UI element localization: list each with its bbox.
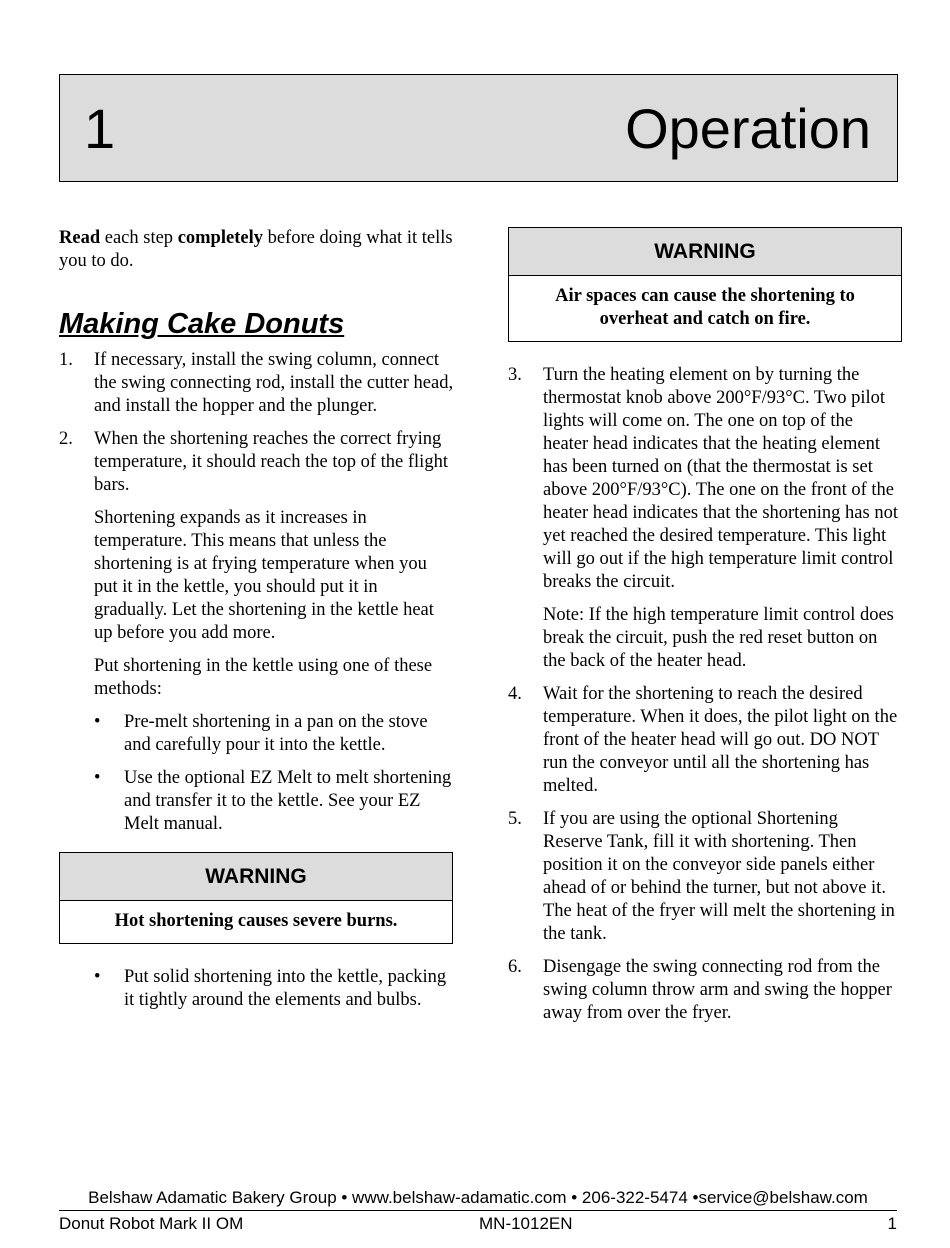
step-text: When the shortening reaches the correct frying temperature, it should reach the top of the flight bars.: [94, 429, 448, 495]
list-item: [94, 966, 454, 1012]
footer-contact: Belshaw Adamatic Bakery Group • www.belshaw-adamatic.com • 206-322-5474 •service@belshaw.com: [59, 1188, 897, 1211]
step-number: 1.: [59, 350, 73, 370]
steps-list-right: [508, 364, 902, 1025]
step-text: Disengage the swing connecting rod from the swing column throw arm and swing the hopper away from over the fryer.: [543, 957, 892, 1023]
footer-model: Donut Robot Mark II OM: [59, 1214, 244, 1233]
step-number: 5.: [508, 809, 522, 829]
step-1: [59, 349, 454, 418]
section-title: Making Cake Donuts: [59, 308, 345, 340]
warning-box-burns: [59, 852, 453, 944]
chapter-number: 1: [84, 97, 116, 160]
list-item: [94, 767, 454, 836]
step-number: 3.: [508, 365, 522, 385]
intro-completely: completely: [177, 228, 263, 248]
methods-list: [94, 711, 454, 836]
bullet-text: Pre-melt shortening in a pan on the stove and carefully pour it into the kettle.: [124, 712, 428, 755]
step-paragraph: Put shortening in the kettle using one of these methods:: [94, 656, 433, 699]
step-text: If you are using the optional Shortening Reserve Tank, fill it with shortening. Then position it on the conveyor side panels either ahead of or behind the turner, but not above it. The heat of the fryer will melt the shortening in the tank.: [543, 809, 895, 944]
step-2: [59, 428, 454, 836]
bullet-text: Use the optional EZ Melt to melt shortening and transfer it to the kettle. See your EZ Melt manual.: [124, 768, 452, 834]
step-text: If necessary, install the swing column, connect the swing connecting rod, install the cutter head, and install the hopper and the plunger.: [94, 350, 454, 416]
step-number: 6.: [508, 957, 522, 977]
chapter-title: Operation: [625, 97, 871, 160]
step-6: [508, 956, 902, 1025]
step-paragraph: Shortening expands as it increases in temperature. This means that unless the shortening is at frying temperature when you put it in the kettle, you should put it in gradually. Let the shortening in the kettle heat up before you add more.: [94, 508, 434, 643]
intro-read: Read: [59, 228, 101, 248]
list-item: [94, 711, 454, 757]
intro-mid: each step: [100, 228, 178, 248]
footer-doc-number: MN-1012EN: [479, 1214, 573, 1233]
step-number: 2.: [59, 429, 73, 449]
warning-text: Hot shortening causes severe burns.: [114, 911, 398, 931]
chapter-header: [59, 74, 898, 182]
step-text: Turn the heating element on by turning the thermostat knob above 200°F/93°C. Two pilot lights will come on. The one on top of the heater head indicates that the heating element has been turned on (that the thermostat is set above 200°F/93°C). The one on the front of the heater head indicates that the shortening has not yet reached the desired temperature. This light will go out if the high temperature limit control breaks the circuit.: [543, 365, 898, 592]
step-3: [508, 364, 902, 673]
step-note: Note: If the high temperature limit control does break the circuit, push the red reset button on the back of the heater head.: [543, 605, 894, 671]
right-column: [508, 227, 902, 1035]
bullet-icon: •: [94, 768, 101, 788]
warning-box-fire: [508, 227, 902, 342]
step-4: [508, 683, 902, 798]
step-number: 4.: [508, 684, 522, 704]
step-5: [508, 808, 902, 946]
intro-rest: before doing what it tells you to do.: [59, 228, 453, 271]
bullet-text: Put solid shortening into the kettle, packing it tightly around the elements and bulbs.: [124, 967, 447, 1010]
warning-title: WARNING: [60, 853, 452, 901]
warning-text: Air spaces can cause the shortening to overheat and catch on fire.: [555, 286, 855, 329]
bullet-icon: •: [94, 967, 101, 987]
bullet-icon: •: [94, 712, 101, 732]
left-column: [59, 227, 454, 1022]
warning-title: WARNING: [509, 228, 901, 276]
intro-paragraph: [59, 227, 454, 273]
page-number: 1: [887, 1214, 897, 1233]
footer-meta: [59, 1214, 897, 1236]
methods-list-continued: [94, 966, 454, 1012]
steps-list-left: [59, 349, 454, 836]
step-text: Wait for the shortening to reach the desired temperature. When it does, the pilot light on the front of the heater head will go out. DO NOT run the conveyor until all the shortening has melted.: [543, 684, 898, 796]
